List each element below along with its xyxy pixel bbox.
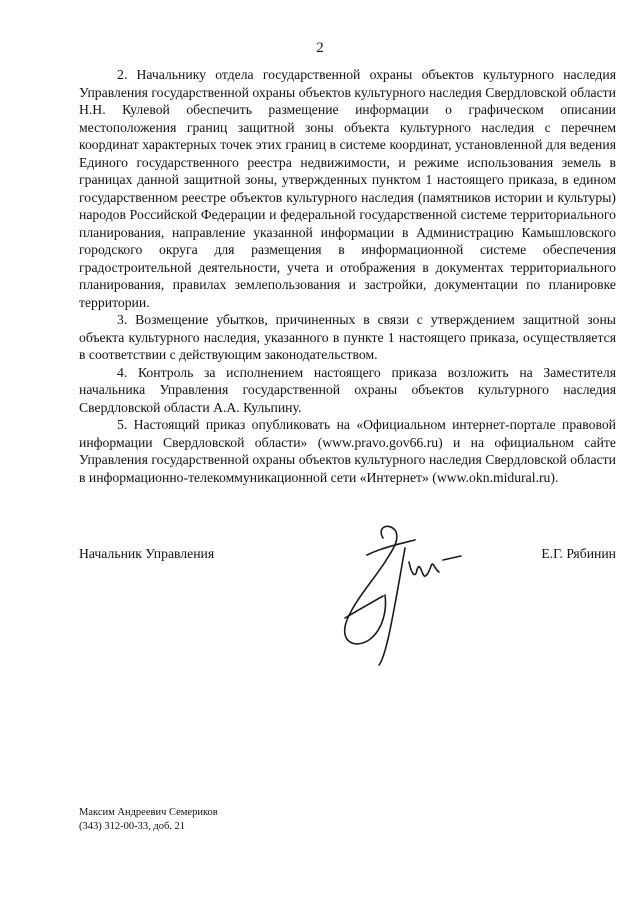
paragraph-3: 3. Возмещение убытков, причиненных в связи с утверждением защитной зоны объекта культурного наследия, указанного в пункте 1 настоящего приказа, осуществляется в соответствии с действующим законодательством. xyxy=(79,312,616,362)
paragraph-5: 5. Настоящий приказ опубликовать на «Официальном интернет-портале правовой информации Свердловской области» (www.pravo.gov66.ru) и на официальном сайте Управления государственной охраны объектов культурного наследия Свердловской области в информационно-телекоммуникационной сети «Интернет» (www.okn.midural.ru). xyxy=(79,417,616,485)
contact-name: Максим Андреевич Семериков xyxy=(79,807,218,818)
page-number: 2 xyxy=(316,40,324,56)
signatory-title: Начальник Управления xyxy=(79,546,215,561)
contact-block xyxy=(79,806,218,834)
contact-phone: (343) 312-00-33, доб. 21 xyxy=(79,821,186,832)
order-body xyxy=(79,66,616,486)
handwritten-signature xyxy=(325,500,475,670)
paragraph-2: 2. Начальнику отдела государственной охраны объектов культурного наследия Управления государственной охраны объектов культурного наследия Свердловской области Н.Н. Кулевой обеспечить размещение информации о графическом описании местоположения границ защитной зоны объекта культурного наследия с перечнем координат характерных точек этих границ в системе координат, установленной для ведения Единого государственного реестра недвижимости, и режиме использования земель в границах данной защитной зоны, утвержденных пунктом 1 настоящего приказа, в едином государственном реестре объектов культурного наследия (памятников истории и культуры) народов Российской Федерации и федеральной государственной системе территориального планирования, направление указанной информации в Администрацию Камышловского городского округа для размещения в информационной системе обеспечения градостроительной деятельности, учета и отображения в документах территориального планирования, правилах землепользования и застройки, документации по планировке территории. xyxy=(79,67,616,310)
signatory-name: Е.Г. Рябинин xyxy=(541,546,616,561)
paragraph-4: 4. Контроль за исполнением настоящего приказа возложить на Заместителя начальника Управления государственной охраны объектов культурного наследия Свердловской области А.А. Кульпину. xyxy=(79,364,616,415)
